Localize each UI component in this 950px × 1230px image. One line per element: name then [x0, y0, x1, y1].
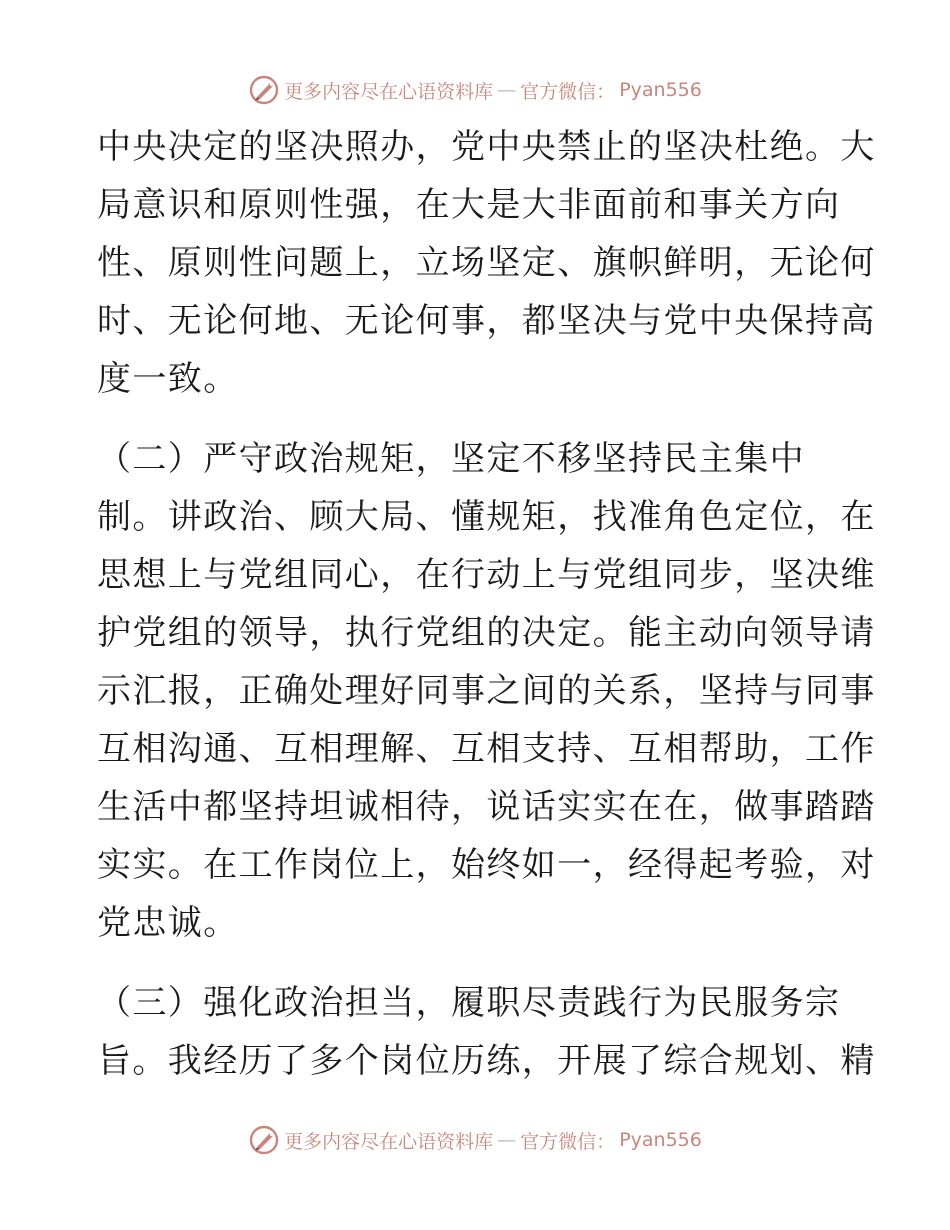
- watermark-side-label: 官方微信：: [520, 1130, 616, 1153]
- text-line: 护党组的领导，执行党组的决定。能主动向领导请: [97, 613, 876, 653]
- text-line: 度一致。: [97, 359, 239, 399]
- text-line: 性、原则性问题上，立场坚定、旗帜鲜明，无论何: [97, 243, 876, 283]
- text-line: 局意识和原则性强，在大是大非面前和事关方向: [97, 185, 841, 225]
- text-line: （二）严守政治规矩，坚定不移坚持民主集中: [97, 439, 805, 479]
- text-line: 示汇报，正确处理好同事之间的关系，坚持与同事: [97, 671, 876, 711]
- watermark-side-label: 官方微信：: [520, 80, 616, 103]
- watermark-separator: —: [497, 1129, 517, 1151]
- text-line: 生活中都坚持坦诚相待，说话实实在在，做事踏踏: [97, 787, 876, 827]
- text-line: 制。讲政治、顾大局、懂规矩，找准角色定位，在: [97, 497, 876, 537]
- watermark-separator: —: [497, 79, 517, 101]
- paragraph-1: [97, 118, 876, 408]
- watermark-main-text: 更多内容尽在心语资料库: [284, 80, 494, 103]
- text-line: 思想上与党组同心，在行动上与党组同步，坚决维: [97, 555, 876, 595]
- watermark-banner-top: [0, 70, 950, 110]
- text-line: 实实。在工作岗位上，始终如一，经得起考验，对: [97, 845, 876, 885]
- paragraph-2: [97, 430, 876, 952]
- paragraph-3: [97, 974, 876, 1090]
- pen-logo-icon: [248, 1124, 280, 1156]
- text-line: 党忠诚。: [97, 903, 239, 943]
- text-line: 中央决定的坚决照办，党中央禁止的坚决杜绝。大: [97, 127, 876, 167]
- text-line: 互相沟通、互相理解、互相支持、互相帮助，工作: [97, 729, 876, 769]
- watermark-banner-bottom: [0, 1120, 950, 1160]
- watermark-main-text: 更多内容尽在心语资料库: [284, 1130, 494, 1153]
- text-line: 时、无论何地、无论何事，都坚决与党中央保持高: [97, 301, 876, 341]
- watermark-wechat-id: Pyan556: [619, 79, 702, 101]
- watermark-wechat-id: Pyan556: [619, 1129, 702, 1151]
- document-body: [97, 118, 876, 1112]
- text-line: 旨。我经历了多个岗位历练，开展了综合规划、精: [97, 1041, 876, 1081]
- pen-logo-icon: [248, 74, 280, 106]
- text-line: （三）强化政治担当，履职尽责践行为民服务宗: [97, 983, 841, 1023]
